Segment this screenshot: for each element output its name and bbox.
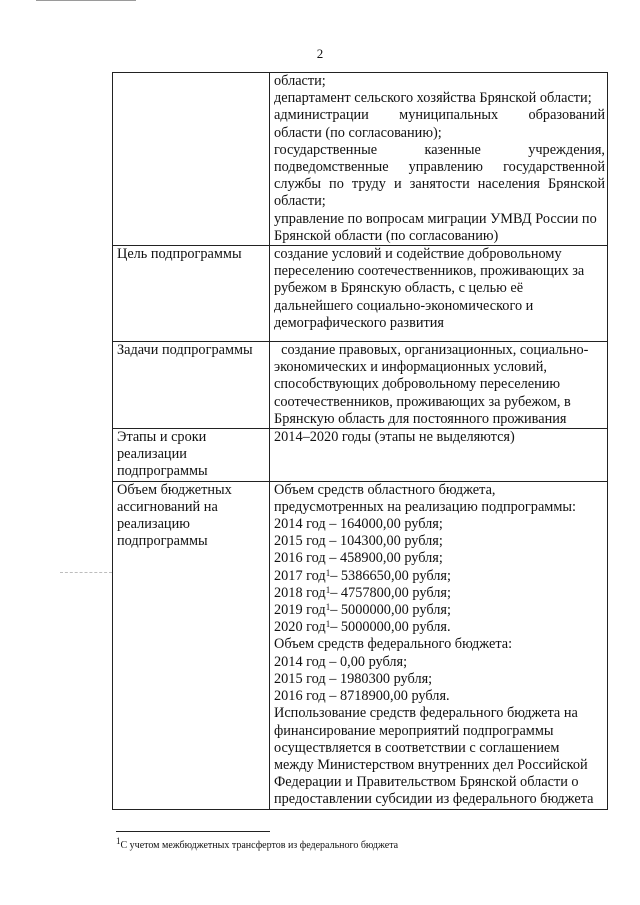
budget-year-line (274, 688, 605, 705)
label-text: Задачи подпрограммы (117, 342, 253, 359)
text-line: экономических и информационных условий, (274, 359, 547, 376)
row-value-stages (270, 429, 608, 482)
text-line: Брянскую область для постоянного проживания (274, 410, 567, 427)
table-row-goal (113, 246, 608, 342)
budget-year-line (274, 516, 605, 533)
text-line: создание условий и содействие добровольному (274, 246, 562, 263)
text-line: финансирование мероприятий подпрограммы (274, 722, 554, 739)
text-line: предусмотренных на реализацию подпрограммы: (274, 498, 576, 515)
row-label-tasks (113, 342, 270, 429)
text-line: осуществляется в соответствии с соглашением (274, 739, 560, 756)
budget-year-line (274, 619, 605, 636)
text-line: департамент сельского хозяйства Брянской области; (274, 90, 592, 107)
table-row-budget (113, 481, 608, 809)
text-line: способствующих добровольному переселению (274, 376, 561, 393)
row-value-tasks (270, 342, 608, 429)
subprogram-passport-table (112, 72, 608, 810)
footnote-ref: 1 (325, 584, 331, 595)
text-line: области; (274, 193, 326, 210)
budget-year-line (274, 568, 605, 585)
text-line: службы по труду и занятости населения Брянской (274, 176, 605, 193)
footnote (116, 836, 399, 851)
text-line: Объем средств областного бюджета, (274, 481, 496, 498)
budget-amount: – 5386650,00 рубля; (330, 567, 451, 584)
regional-budget-list (274, 516, 605, 636)
row-label-stages (113, 429, 270, 482)
text-line: подведомственные управлению государственной (274, 159, 605, 176)
budget-amount: – 5000000,00 рубля. (330, 619, 451, 636)
table-row-tasks (113, 342, 608, 429)
label-text: реализации (117, 446, 187, 463)
text-line: демографического развития (274, 314, 444, 331)
budget-amount: – 4757800,00 рубля; (330, 584, 451, 601)
budget-year: 2014 год (274, 653, 326, 670)
footnote-marker: 1 (116, 836, 121, 846)
footnote-ref: 1 (325, 567, 331, 578)
budget-year: 2015 год (274, 670, 326, 687)
table-row-executors (113, 73, 608, 246)
footnote-text: С учетом межбюджетных трансфертов из федерального бюджета (120, 840, 399, 851)
budget-year: 2019 год (274, 602, 326, 619)
text-line: 2014–2020 годы (этапы не выделяются) (274, 429, 515, 446)
federal-budget-list (274, 654, 605, 706)
budget-year-line (274, 671, 605, 688)
budget-year: 2017 год (274, 567, 326, 584)
label-text: Цель подпрограммы (117, 246, 242, 263)
label-text: Объем бюджетных (117, 481, 232, 498)
budget-amount: – 104300,00 рубля; (329, 533, 443, 550)
budget-amount: – 5000000,00 рубля; (330, 602, 451, 619)
text-line: создание правовых, организационных, социально- (274, 342, 589, 359)
budget-year: 2015 год (274, 533, 326, 550)
budget-year: 2016 год (274, 688, 326, 705)
budget-amount: – 0,00 рубля; (329, 653, 408, 670)
scan-artifact-dash (60, 572, 112, 573)
budget-year: 2014 год (274, 516, 326, 533)
row-label-empty (113, 73, 270, 246)
budget-year: 2018 год (274, 584, 326, 601)
label-text: реализацию (117, 516, 190, 533)
budget-amount: – 458900,00 рубля; (329, 550, 443, 567)
text-line: управление по вопросам миграции УМВД России по (274, 210, 597, 227)
budget-year-line (274, 550, 605, 567)
footnote-ref: 1 (325, 619, 331, 630)
row-label-goal (113, 246, 270, 342)
label-text: подпрограммы (117, 533, 208, 550)
budget-amount: – 8718900,00 рубля. (329, 688, 450, 705)
text-line: области; (274, 73, 326, 89)
text-line: рубежом в Брянскую область, с целью её (274, 280, 524, 297)
text-line: дальнейшего социально-экономического и (274, 297, 534, 314)
budget-year: 2016 год (274, 550, 326, 567)
label-text: ассигнований на (117, 498, 218, 515)
footnote-ref: 1 (325, 602, 331, 613)
budget-year-line (274, 602, 605, 619)
table-row-stages (113, 429, 608, 482)
budget-year-line (274, 533, 605, 550)
text-line: соотечественников, проживающих за рубежом, в (274, 393, 571, 410)
row-value-budget (270, 481, 608, 809)
budget-year-line (274, 585, 605, 602)
budget-amount: – 1980300 рубля; (329, 670, 433, 687)
label-text: Этапы и сроки (117, 429, 207, 446)
text-line: области (по согласованию); (274, 124, 442, 141)
budget-year-line (274, 654, 605, 671)
row-value-executors (270, 73, 608, 246)
text-line: Использование средств федерального бюджета на (274, 705, 578, 722)
scan-edge-line (36, 0, 136, 1)
text-line: Федерации и Правительством Брянской области о (274, 774, 579, 791)
row-value-goal (270, 246, 608, 342)
label-text: подпрограммы (117, 463, 208, 480)
page-number: 2 (316, 46, 324, 61)
text-line: между Министерством внутренних дел Российской (274, 756, 588, 773)
footnote-rule (116, 831, 270, 832)
text-line: администрации муниципальных образований (274, 107, 605, 124)
text-line: государственные казенные учреждения, (274, 141, 605, 158)
text-line: переселению соотечественников, проживающих за (274, 263, 585, 280)
text-line: предоставлении субсидии из федерального бюджета (274, 791, 594, 808)
text-line: Объем средств федерального бюджета: (274, 636, 513, 653)
budget-year: 2020 год (274, 619, 326, 636)
budget-amount: – 164000,00 рубля; (329, 516, 443, 533)
text-line: Брянской области (по согласованию) (274, 227, 499, 244)
row-label-budget (113, 481, 270, 809)
